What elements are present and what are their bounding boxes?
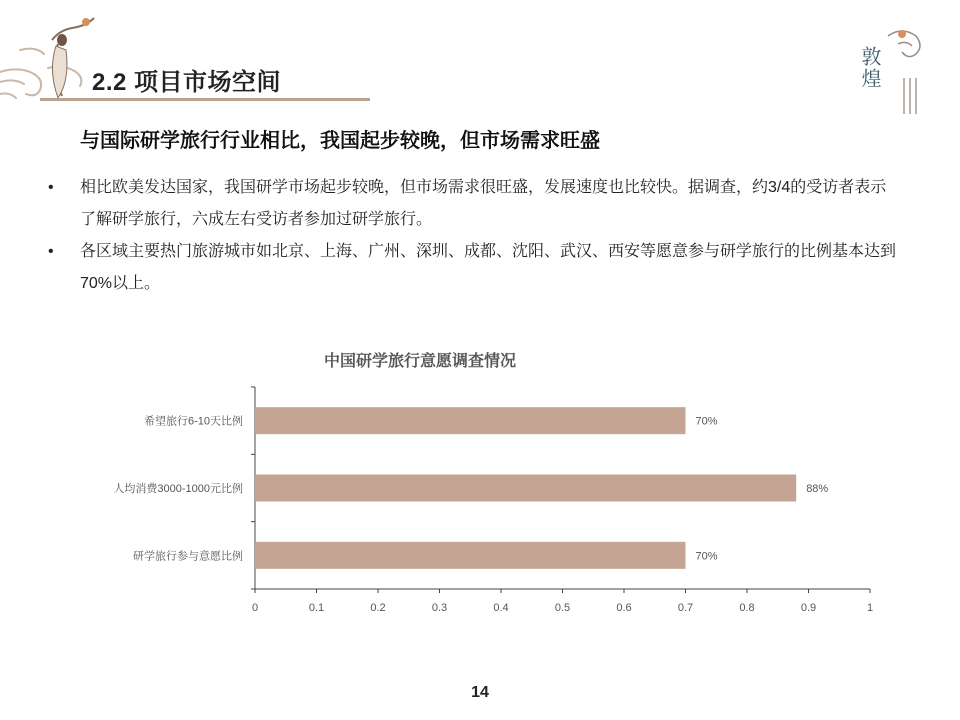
bullet-marker: • xyxy=(48,243,54,260)
x-tick-label: 0.7 xyxy=(677,602,694,614)
data-label: 70% xyxy=(695,415,718,428)
bullet-list xyxy=(48,172,898,300)
bullet-item xyxy=(48,172,898,236)
x-tick-label: 0 xyxy=(251,602,259,614)
bullet-text: 相比欧美发达国家，我国研学市场起步较晚，但市场需求很旺盛，发展速度也比较快。据调查，约3/4的受访者表示了解研学旅行，六成左右受访者参加过研学旅行。 xyxy=(80,179,887,228)
x-tick-label: 0.6 xyxy=(616,602,632,614)
bar xyxy=(255,407,686,434)
x-tick-label: 1 xyxy=(866,602,874,614)
bar xyxy=(255,542,686,569)
section-title: 2.2 项目市场空间 xyxy=(92,69,282,96)
bar-chart xyxy=(60,335,900,625)
bullet-marker: • xyxy=(48,179,54,196)
category-label: 希望旅行6-10天比例 xyxy=(143,415,243,428)
x-tick-label: 0.3 xyxy=(431,602,448,614)
x-tick-label: 0.1 xyxy=(308,602,325,614)
x-tick-label: 0.5 xyxy=(554,602,571,614)
bullet-item xyxy=(48,236,898,300)
bullet-text: 各区域主要热门旅游城市如北京、上海、广州、深圳、成都、沈阳、武汉、西安等愿意参与研学旅行的比例基本达到70%以上。 xyxy=(80,243,897,292)
data-label: 70% xyxy=(695,550,718,563)
x-tick-label: 0.2 xyxy=(370,602,386,614)
x-tick-label: 0.8 xyxy=(739,602,755,614)
title-underline xyxy=(40,98,370,101)
page-number: 14 xyxy=(471,684,489,701)
data-label: 88% xyxy=(806,483,829,495)
slide-subtitle: 与国际研学旅行行业相比，我国起步较晚，但市场需求旺盛 xyxy=(80,130,600,152)
category-label: 人均消费3000-1000元比例 xyxy=(113,483,243,495)
dunhuang-logo xyxy=(858,22,930,122)
bar xyxy=(255,475,796,502)
chart-title: 中国研学旅行意愿调查情况 xyxy=(323,353,517,370)
x-tick-label: 0.4 xyxy=(493,602,509,614)
logo-text: 敦煌 xyxy=(858,46,882,90)
x-tick-label: 0.9 xyxy=(800,602,817,614)
category-label: 研学旅行参与意愿比例 xyxy=(133,550,243,563)
